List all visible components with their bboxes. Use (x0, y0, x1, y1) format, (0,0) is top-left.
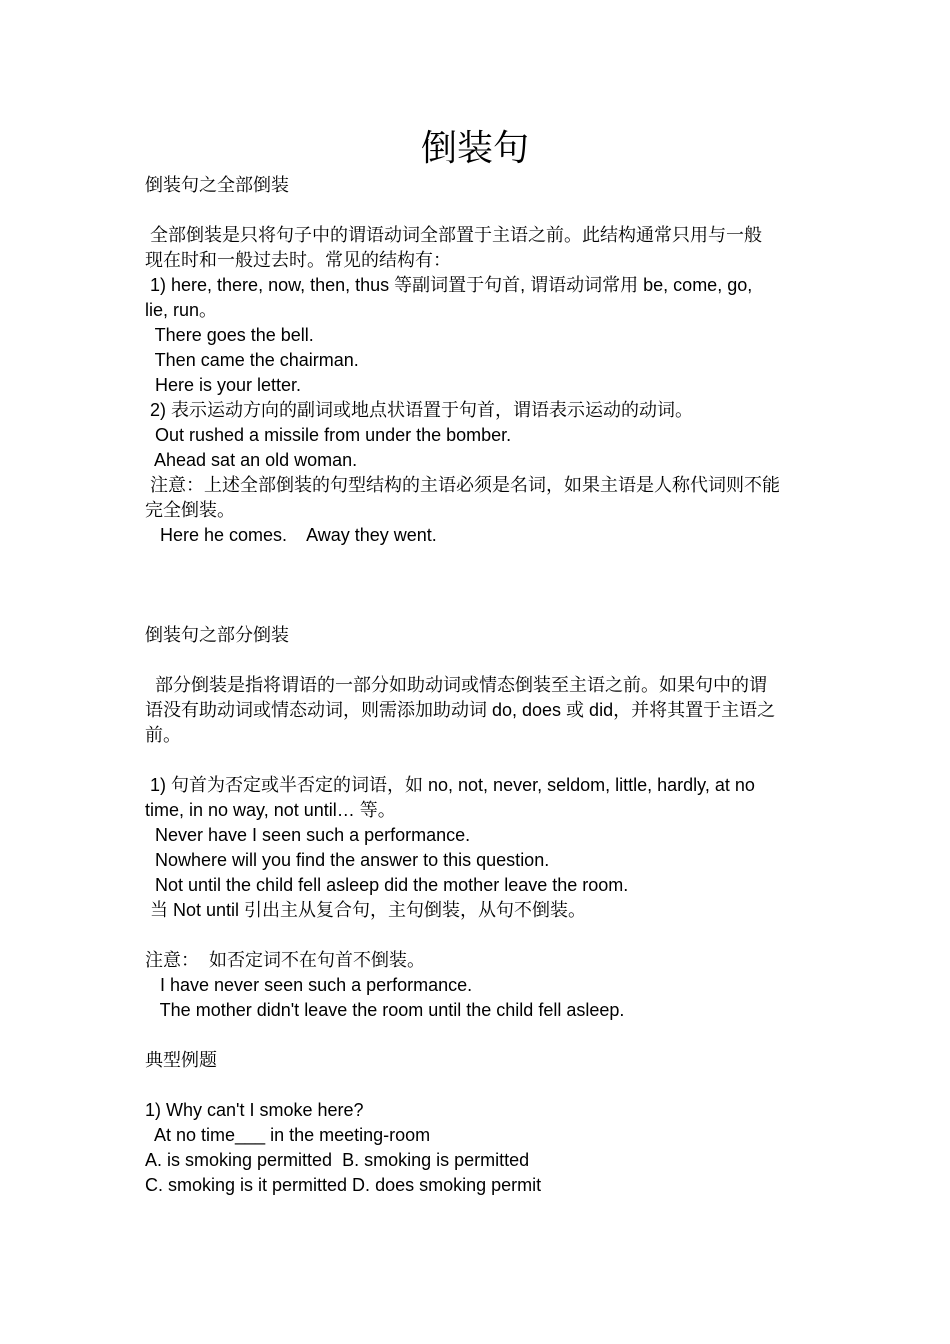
section-heading-partial-inversion: 倒装句之部分倒装 (145, 625, 289, 645)
note-line: 完全倒装。 (145, 500, 235, 520)
section-heading-examples: 典型例题 (145, 1050, 217, 1070)
example-sentence: Nowhere will you find the answer to this question. (145, 850, 550, 870)
blank-line (145, 923, 810, 948)
example-sentence: Here is your letter. (145, 375, 302, 395)
section-heading-full-inversion: 倒装句之全部倒装 (145, 175, 289, 195)
answer-options: C. smoking is it permitted D. does smoking permit (145, 1175, 542, 1195)
rule-line: 1) 句首为否定或半否定的词语，如 no, not, never, seldom, little, hardly, at no (145, 775, 755, 795)
rule-line: time, in no way, not until… 等。 (145, 800, 396, 820)
rule-line: 1) here, there, now, then, thus 等副词置于句首, 谓语动词常用 be, come, go, (145, 275, 753, 295)
example-sentence: I have never seen such a performance. (145, 975, 473, 995)
paragraph-line: 现在时和一般过去时。常见的结构有： (145, 250, 451, 270)
question-line: 1) Why can't I smoke here? (145, 1100, 364, 1120)
example-sentence: Then came the chairman. (145, 350, 359, 370)
blank-line (145, 748, 810, 773)
blank-line (145, 598, 810, 623)
rule-line: 2) 表示运动方向的副词或地点状语置于句首，谓语表示运动的动词。 (145, 400, 694, 420)
note-line: 当 Not until 引出主从复合句，主句倒装，从句不倒装。 (145, 900, 587, 920)
note-line: 注意：上述全部倒装的句型结构的主语必须是名词，如果主语是人称代词则不能 (145, 475, 780, 495)
blank-line (145, 573, 810, 598)
question-line: At no time___ in the meeting-room (145, 1125, 431, 1145)
example-sentence: The mother didn't leave the room until the child fell asleep. (145, 1000, 625, 1020)
example-sentence: There goes the bell. (145, 325, 314, 345)
blank-line (145, 198, 810, 223)
rule-line: lie, run。 (145, 300, 218, 320)
example-sentence: Out rushed a missile from under the bomber. (145, 425, 512, 445)
example-sentence: Not until the child fell asleep did the mother leave the room. (145, 875, 629, 895)
paragraph-line: 语没有助动词或情态动词，则需添加助动词 do, does 或 did，并将其置于主语之 (145, 700, 776, 720)
paragraph-line: 全部倒装是只将句子中的谓语动词全部置于主语之前。此结构通常只用与一般 (145, 225, 762, 245)
blank-line (145, 548, 810, 573)
example-sentence: Here he comes. Away they went. (145, 525, 437, 545)
note-line: 注意： 如否定词不在句首不倒装。 (145, 950, 426, 970)
answer-options: A. is smoking permitted B. smoking is permitted (145, 1150, 530, 1170)
paragraph-line: 前。 (145, 725, 181, 745)
paragraph-line: 部分倒装是指将谓语的一部分如助动词或情态倒装至主语之前。如果句中的谓 (145, 675, 767, 695)
blank-line (145, 1073, 810, 1098)
example-sentence: Ahead sat an old woman. (145, 450, 358, 470)
blank-line (145, 648, 810, 673)
example-sentence: Never have I seen such a performance. (145, 825, 471, 845)
blank-line (145, 1023, 810, 1048)
page-title: 倒装句 (420, 128, 529, 169)
document-body (145, 173, 810, 1198)
